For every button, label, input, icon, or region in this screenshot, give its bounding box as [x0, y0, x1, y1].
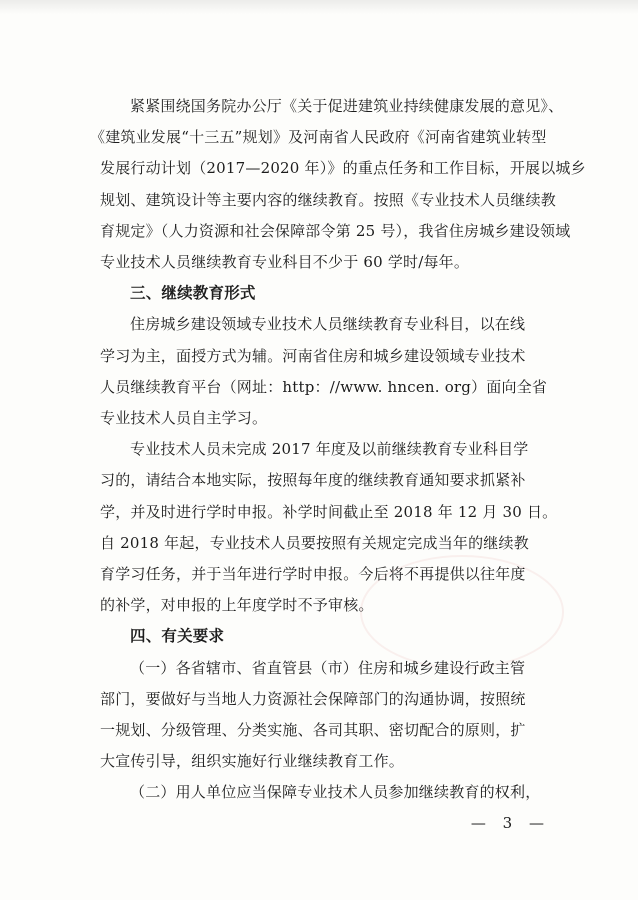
paragraph-line: 一规划、分级管理、分类实施、各司其职、密切配合的原则，扩 [100, 721, 526, 739]
paragraph-line: 学习为主，面授方式为辅。河南省住房和城乡建设领域专业技术 [100, 346, 526, 365]
paragraph-line: 住房城乡建设领域专业技术人员继续教育专业科目，以在线 [130, 315, 526, 334]
section-heading: 四、有关要求 [130, 627, 225, 646]
paragraph-line: 专业技术人员未完成 2017 年度及以前继续教育专业科目学 [130, 440, 529, 459]
paragraph-line: 自 2018 年起，专业技术人员要按照有关规定完成当年的继续教 [100, 533, 529, 552]
paragraph-line: （二）用人单位应当保障专业技术人员参加继续教育的权利， [130, 783, 541, 802]
paragraph-line: 专业技术人员继续教育专业科目不少于 60 学时/每年。 [100, 253, 470, 271]
page-number: — 3 — [470, 813, 550, 832]
paragraph-line: 习的，请结合本地实际，按照每年度的继续教育通知要求抓紧补 [100, 471, 526, 490]
paragraph-line: 人员继续教育平台（网址：http：//www. hncen. org）面向全省 [100, 377, 548, 396]
paragraph-line: 专业技术人员自主学习。 [100, 409, 268, 427]
paragraph-line: 学，并及时进行学时申报。补学时间截止至 2018 年 12 月 30 日。 [100, 502, 558, 521]
paragraph-line: 育学习任务，并于当年进行学时申报。今后将不再提供以往年度 [100, 565, 526, 583]
scan-edge-shadow [0, 0, 638, 14]
paragraph-line: 部门，要做好与当地人力资源社会保障部门的沟通协调，按照统 [100, 689, 526, 708]
paragraph-line: 发展行动计划（2017—2020 年）》的重点任务和工作目标，开展以城乡 [100, 159, 586, 178]
paragraph-line: （一）各省辖市、省直管县（市）住房和城乡建设行政主管 [130, 658, 526, 677]
paragraph-line: 紧紧围绕国务院办公厅《关于促进建筑业持续健康发展的意见》、 [130, 97, 564, 115]
paragraph-line: 《建筑业发展“十三五”规划》及河南省人民政府《河南省建筑业转型 [90, 128, 547, 147]
section-heading: 三、继续教育形式 [130, 284, 256, 303]
paragraph-line: 育规定》（人力资源和社会保障部令第 25 号），我省住房城乡建设领域 [100, 221, 571, 240]
paragraph-line: 规划、建筑设计等主要内容的继续教育。按照《专业技术人员继续教 [100, 190, 557, 209]
paragraph-line: 的补学，对申报的上年度学时不予审核。 [100, 596, 374, 615]
paragraph-line: 大宣传引导，组织实施好行业继续教育工作。 [100, 752, 405, 771]
